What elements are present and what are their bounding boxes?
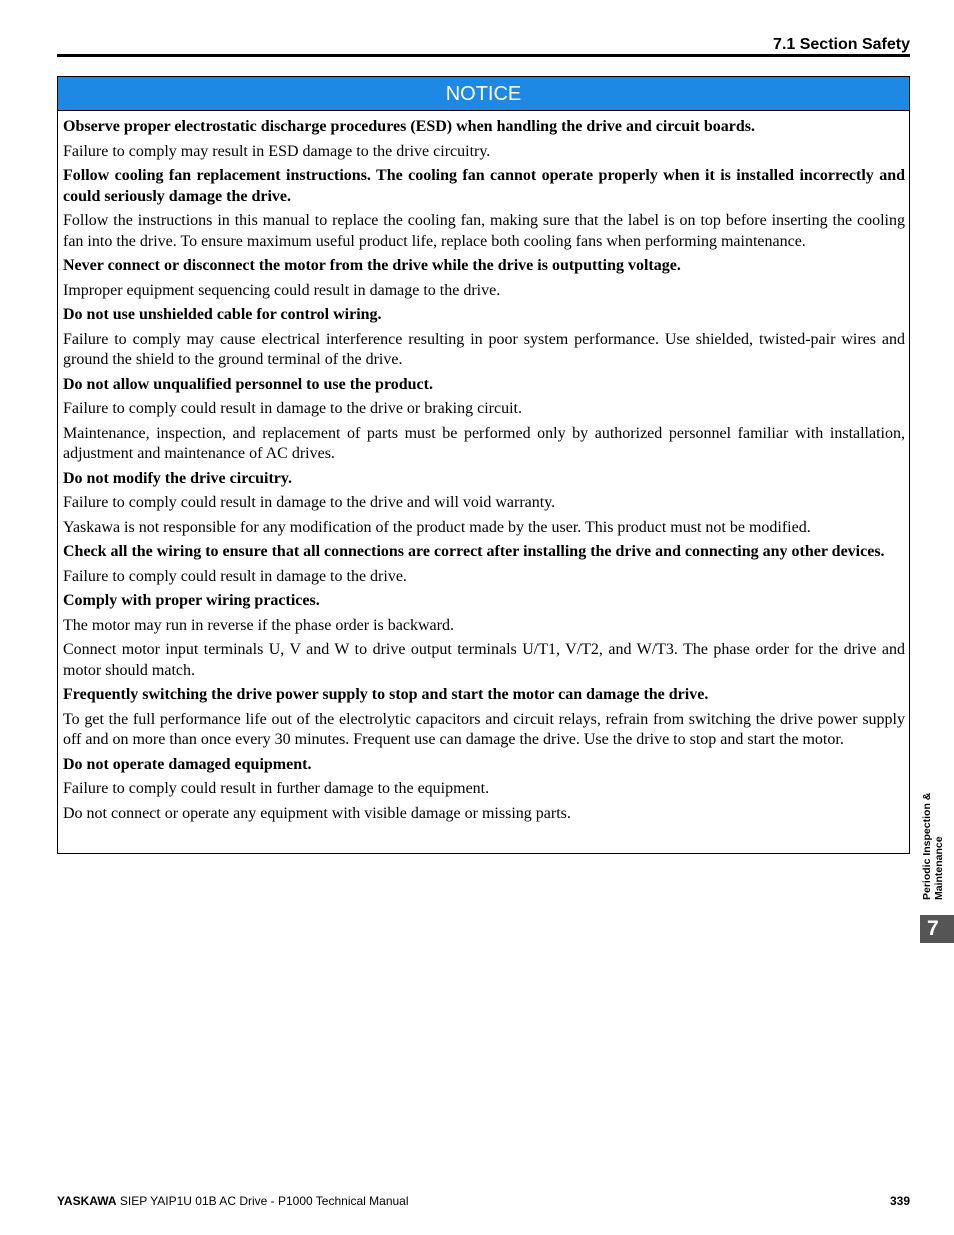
notice-paragraph: The motor may run in reverse if the phase order is backward. <box>63 616 454 634</box>
side-tab-label-line2: Maintenance <box>933 836 945 900</box>
notice-paragraph: To get the full performance life out of the electrolytic capacitors and circuit relays, refrain from switching the drive power supply off and on more than once every 30 minutes. Frequent use can damage the drive. Use the drive to stop and start the motor. <box>63 710 905 748</box>
notice-paragraph: Failure to comply could result in damage to the drive and will void warranty. <box>63 494 556 511</box>
footer-manual-title: SIEP YAIP1U 01B AC Drive - P1000 Technical Manual <box>116 1194 409 1208</box>
notice-paragraph: Do not connect or operate any equipment with visible damage or missing parts. <box>63 804 571 822</box>
notice-heading: Follow cooling fan replacement instructions. The cooling fan cannot operate properly when it is installed incorrectly and could seriously damage the drive. <box>63 167 905 205</box>
notice-heading: Never connect or disconnect the motor from the drive while the drive is outputting voltage. <box>63 257 681 274</box>
notice-heading: Do not modify the drive circuitry. <box>63 469 293 487</box>
side-tab-label-line1: Periodic Inspection & <box>921 792 933 900</box>
notice-paragraph: Yaskawa is not responsible for any modification of the product made by the user. This product must not be modified. <box>63 518 811 536</box>
notice-heading: Do not operate damaged equipment. <box>63 755 312 773</box>
notice-paragraph: Failure to comply could result in further damage to the equipment. <box>63 780 490 797</box>
footer-brand: YASKAWA <box>57 1194 117 1208</box>
notice-heading: Comply with proper wiring practices. <box>63 592 320 609</box>
header-rule <box>57 54 910 57</box>
notice-paragraph: Maintenance, inspection, and replacement of parts must be performed only by authorized personnel familiar with installation, adjustment and maintenance of AC drives. <box>63 424 905 462</box>
notice-paragraph: Failure to comply may cause electrical interference resulting in poor system performance. Use shielded, twisted-pair wires and ground the shield to the ground terminal of the drive. <box>63 330 905 368</box>
notice-paragraph: Failure to comply could result in damage to the drive. <box>63 567 407 585</box>
page-number: 339 <box>889 1194 910 1208</box>
notice-heading: Frequently switching the drive power supply to stop and start the motor can damage the drive. <box>63 686 709 703</box>
notice-heading: Do not use unshielded cable for control wiring. <box>63 306 382 323</box>
chapter-tab[interactable]: 7 <box>920 915 954 943</box>
notice-heading: Check all the wiring to ensure that all connections are correct after installing the drive and connecting any other devices. <box>63 543 885 560</box>
notice-title: NOTICE <box>58 77 909 111</box>
notice-box <box>57 76 910 854</box>
notice-heading: Observe proper electrostatic discharge procedures (ESD) when handling the drive and circuit boards. <box>63 118 755 135</box>
side-tab-label <box>921 780 953 900</box>
notice-paragraph: Failure to comply could result in damage to the drive or braking circuit. <box>63 400 522 417</box>
notice-paragraph: Improper equipment sequencing could result in damage to the drive. <box>63 281 501 299</box>
section-title: 7.1 Section Safety <box>773 36 910 53</box>
notice-paragraph: Failure to comply may result in ESD damage to the drive circuitry. <box>63 142 491 160</box>
notice-paragraph: Follow the instructions in this manual to replace the cooling fan, making sure that the label is on top before inserting the cooling fan into the drive. To ensure maximum useful product life, replace both cooling fans when performing maintenance. <box>63 212 905 250</box>
footer-title <box>57 1193 409 1209</box>
notice-body <box>58 111 909 824</box>
notice-heading: Do not allow unqualified personnel to use the product. <box>63 375 433 393</box>
notice-paragraph: Connect motor input terminals U, V and W to drive output terminals U/T1, V/T2, and W/T3. The phase order for the drive and motor should match. <box>63 641 905 679</box>
